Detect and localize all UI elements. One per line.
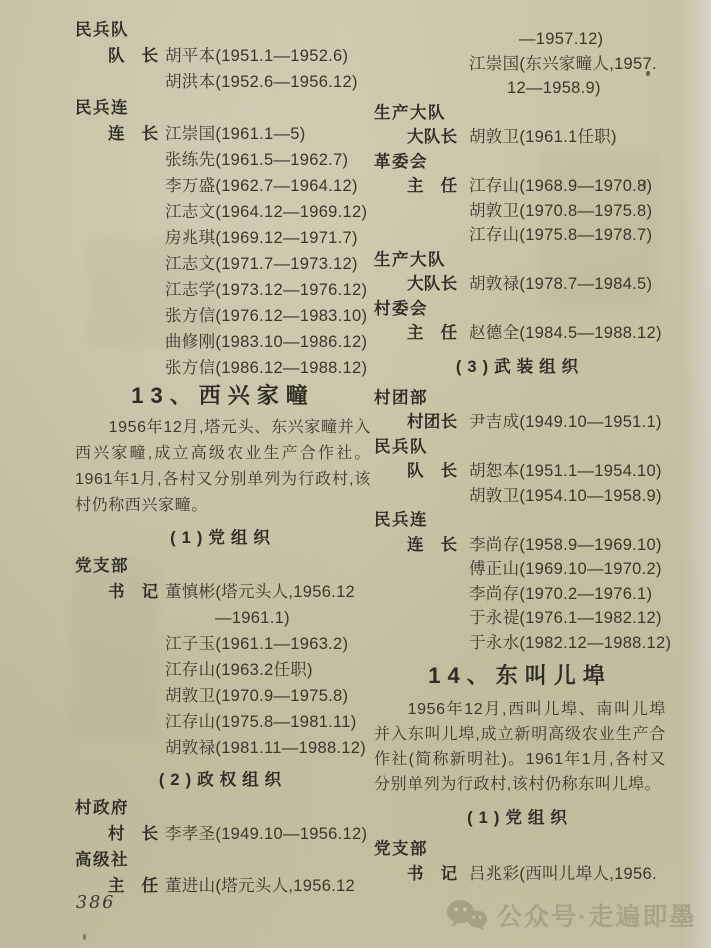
entry-text: 江崇国(1961.1—5) (165, 125, 306, 143)
entry-row (374, 321, 666, 346)
role-label: 大队长 (407, 128, 458, 146)
entry-row (75, 303, 371, 329)
entry-row (374, 459, 666, 484)
role-label: 大队长 (407, 275, 458, 293)
entry-row (374, 410, 666, 435)
entry-text: 江存山(1963.2任职) (165, 661, 313, 679)
role-label (75, 735, 165, 761)
entry-row (75, 225, 371, 251)
left-column (75, 17, 371, 899)
role-label (75, 147, 165, 173)
entry-row (75, 251, 371, 277)
entry-row (75, 735, 371, 761)
carryover-line: —1957.12) (519, 30, 604, 48)
role-label (75, 355, 165, 381)
entry-row (75, 579, 371, 631)
org-title-village-government: 村政府 (75, 799, 129, 817)
org-title-production-brigade: 生产大队 (374, 250, 446, 269)
entry-text: 胡洪本(1952.6—1956.12) (165, 73, 358, 91)
entry-text: 江志文(1971.7—1973.12) (165, 255, 358, 273)
role-label (75, 69, 165, 95)
org-title-village-committee: 村委会 (374, 299, 428, 318)
entry-text: 江子玉(1961.1—1963.2) (165, 635, 349, 653)
entry-row (374, 557, 666, 582)
role-label (374, 631, 469, 656)
role-label: 连 长 (108, 125, 159, 143)
entry-text: 尹吉成(1949.10—1951.1) (469, 413, 662, 431)
entry-row (374, 582, 666, 607)
entry-row (374, 174, 666, 199)
entry-row (374, 125, 666, 150)
role-label (75, 277, 165, 303)
entry-text: 胡敦卫(1970.8—1975.8) (469, 201, 653, 220)
subsection-title-party: (1)党组织 (467, 809, 573, 827)
entry-text: 胡平本(1951.1—1952.6) (165, 47, 349, 65)
role-label: 队 长 (407, 462, 458, 480)
org-title-militia-company: 民兵连 (75, 99, 129, 117)
entry-text: 胡敦卫(1954.10—1958.9) (469, 486, 662, 505)
entry-row (75, 69, 371, 95)
role-label (374, 199, 469, 224)
watermark (446, 897, 696, 933)
entry-text: 张练先(1961.5—1962.7) (165, 151, 349, 169)
role-label (75, 225, 165, 251)
entry-text: 张方信(1986.12—1988.12) (165, 359, 368, 377)
entry-text: 张方信(1976.12—1983.10) (165, 307, 368, 325)
org-title-advanced-coop: 高级社 (75, 851, 129, 869)
org-title-militia-team: 民兵队 (75, 21, 129, 39)
role-label (75, 683, 165, 709)
wechat-icon (446, 899, 488, 931)
entry-row (374, 533, 666, 558)
carryover-line: 江崇国(东兴家疃人,1957. (469, 54, 657, 73)
entry-text: 董慎彬(塔元头人,1956.12 (165, 583, 356, 601)
entry-text: 赵德全(1984.5—1988.12) (469, 324, 662, 342)
org-title-production-brigade: 生产大队 (374, 103, 446, 122)
subsection-title-party: (1)党组织 (170, 529, 276, 547)
entry-row (75, 147, 371, 173)
entry-text: 胡恕本(1951.1—1954.10) (469, 462, 662, 480)
role-label: 书 记 (108, 583, 159, 601)
org-title-militia-team: 民兵队 (374, 437, 428, 456)
entry-row (75, 657, 371, 683)
role-label: 连 长 (407, 535, 458, 554)
entry-text: 董进山(塔元头人,1956.12 (165, 877, 356, 895)
org-title-revolutionary-committee: 革委会 (374, 152, 428, 171)
role-label (75, 709, 165, 735)
role-label (75, 657, 165, 683)
entry-row (374, 606, 666, 631)
entry-row (75, 329, 371, 355)
entry-text: 房兆琪(1969.12—1971.7) (165, 229, 358, 247)
entry-text: 李孝圣(1949.10—1956.12) (165, 825, 368, 843)
entry-row (75, 43, 371, 69)
entry-row (75, 821, 371, 847)
entry-text: 胡敦卫(1961.1任职) (469, 128, 617, 146)
entry-row (75, 683, 371, 709)
role-label (374, 557, 469, 582)
entry-text: 胡敦禄(1981.11—1988.12) (165, 739, 367, 757)
village-heading-13: 13、西兴家疃 (131, 383, 315, 408)
role-label: 书 记 (407, 864, 458, 883)
paper-speck (83, 934, 86, 940)
entry-row (75, 355, 371, 381)
entry-text: 江志学(1973.12—1976.12) (165, 281, 368, 299)
village-intro-paragraph: 1956年12月,西叫儿埠、南叫儿埠并入东叫儿埠,成立新明高级农业生产合作社(简称新明社)。1961年1月,各村又分别单列为行政村,该村仍称东叫儿埠。 (374, 701, 666, 793)
org-title-party-branch: 党支部 (374, 840, 428, 858)
entry-row (75, 121, 371, 147)
role-label (75, 173, 165, 199)
role-label: 村 长 (108, 825, 159, 843)
entry-row (75, 873, 371, 899)
org-title-militia-company: 民兵连 (374, 511, 428, 529)
entry-text: 曲修刚(1983.10—1986.12) (165, 333, 368, 351)
entry-text-wrap (165, 579, 371, 631)
entry-text: 江存山(1975.8—1981.11) (165, 713, 357, 731)
village-heading-14: 14、东叫儿埠 (428, 663, 612, 688)
watermark-text: 公众号·走遍即墨 (497, 903, 697, 931)
entry-text: 李尚存(1970.2—1976.1) (469, 584, 653, 603)
entry-text: 于永禔(1976.1—1982.12) (469, 609, 662, 627)
entry-text: 胡敦禄(1978.7—1984.5) (469, 275, 653, 293)
role-label: 主 任 (407, 324, 458, 342)
entry-row (75, 277, 371, 303)
role-label (374, 223, 469, 248)
entry-row (75, 199, 371, 225)
subsection-title-government: (2)政权组织 (158, 771, 288, 789)
entry-text: 吕兆彩(西叫儿埠人,1956. (469, 864, 657, 883)
entry-text: 于永水(1982.12—1988.12) (469, 633, 672, 652)
role-label (374, 606, 469, 631)
role-label (75, 329, 165, 355)
entry-row (75, 709, 371, 735)
entry-text-continued: —1961.1) (215, 609, 290, 627)
org-title-village-corps: 村团部 (374, 388, 428, 407)
role-label: 队 长 (108, 47, 159, 65)
right-column (374, 27, 672, 886)
entry-text: 胡敦卫(1970.9—1975.8) (165, 687, 349, 705)
org-title-party-branch: 党支部 (75, 557, 129, 575)
entry-row (374, 862, 666, 887)
entry-row (374, 484, 666, 509)
role-label (75, 251, 165, 277)
role-label (75, 303, 165, 329)
entry-row (374, 199, 666, 224)
subsection-title-armed-org: (3)武装组织 (455, 357, 585, 376)
entry-text: 傅正山(1969.10—1970.2) (469, 560, 662, 578)
role-label (374, 582, 469, 607)
entry-row (75, 631, 371, 657)
role-label: 村团长 (407, 413, 458, 431)
role-label (75, 631, 165, 657)
role-label: 主 任 (407, 177, 458, 195)
page-number: 386 (76, 893, 116, 913)
entry-text: 李尚存(1958.9—1969.10) (469, 535, 662, 554)
village-intro-paragraph: 1956年12月,塔元头、东兴家疃并入西兴家疃,成立高级农业生产合作社。1961年1月,各村又分别单列为行政村,该村仍称西兴家疃。 (75, 419, 371, 514)
entry-row (374, 272, 666, 297)
entry-text: 江存山(1975.8—1978.7) (469, 226, 653, 244)
entry-row (374, 223, 666, 248)
role-label (374, 484, 469, 509)
entry-row (374, 631, 672, 656)
entry-text: 江志文(1964.12—1969.12) (165, 203, 368, 221)
entry-row (75, 173, 371, 199)
entry-text: 李万盛(1962.7—1964.12) (165, 177, 358, 195)
entry-text: 江存山(1968.9—1970.8) (469, 177, 653, 195)
role-label: 主 任 (108, 877, 159, 895)
role-label (75, 199, 165, 225)
carryover-line: 12—1958.9) (507, 79, 601, 97)
